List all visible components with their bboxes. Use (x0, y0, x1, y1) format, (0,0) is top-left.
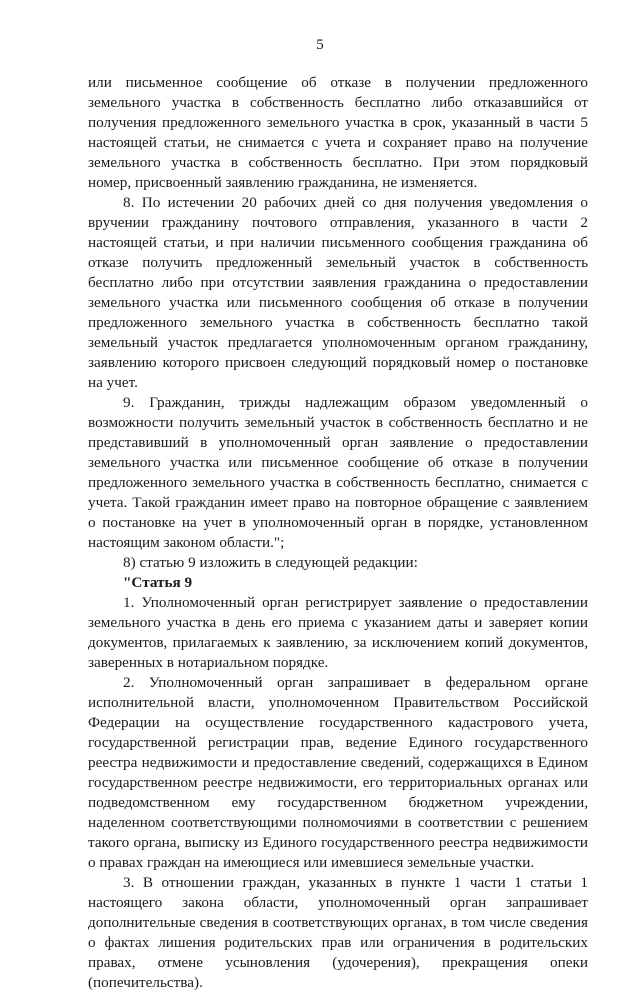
paragraph-continuation: или письменное сообщение об отказе в получении предложенного земельного участка в собственность бесплатно либо отказавшийся от получения предложенного земельного участка в срок, указанный в части 5 настоящей статьи, не снимается с учета и сохраняет право на получение земельного участка в собственность бесплатно. При этом порядковый номер, присвоенный заявлению гражданина, не изменяется. (88, 74, 588, 191)
article-9-item-1: 1. Уполномоченный орган регистрирует заявление о предоставлении земельного участка в день его приема с указанием даты и заверяет копии документов, прилагаемых к заявлению, за исключением копий документов, заверенных в нотариальном порядке. (88, 594, 588, 671)
paragraph-item-8: 8. По истечении 20 рабочих дней со дня получения уведомления о вручении гражданину почтового отправления, указанного в части 2 настоящей статьи, и при наличии письменного сообщения гражданина об отказе получить предложенный земельный участок в собственность бесплатно либо при отсутствии заявления гражданина о предоставлении земельного участка или письменного сообщения об отказе в получении предложенного земельного участка в собственность бесплатно такой земельный участок предлагается уполномоченным органом гражданину, заявлению которого присвоен следующий порядковый номер о постановке на учет. (88, 194, 588, 391)
article-9-item-3: 3. В отношении граждан, указанных в пункте 1 части 1 статьи 1 настоящего закона области, уполномоченный орган запрашивает дополнительные сведения в соответствующих органах, в том числе сведения о фактах лишения родительских прав или ограничения в родительских правах, отмене усыновления (удочерения), прекращения опеки (попечительства). (88, 874, 588, 991)
page-number: 5 (316, 37, 324, 53)
article-heading: "Статья 9 (123, 574, 193, 591)
article-9-item-2: 2. Уполномоченный орган запрашивает в федеральном органе исполнительной власти, уполномоченном Правительством Российской Федерации на осуществление государственного кадастрового учета, государственной регистрации прав, ведение Единого государственного реестра недвижимости и предоставление сведений, содержащихся в Едином государственном реестре недвижимости, его территориальных органах или подведомственном ему государственном бюджетном учреждении, наделенном соответствующими полномочиями в соответствии с решением такого органа, выписку из Единого государственного реестра недвижимости о правах граждан на имеющиеся или имевшиеся земельные участки. (88, 674, 588, 871)
paragraph-item-9: 9. Гражданин, трижды надлежащим образом уведомленный о возможности получить земельный участок в собственность бесплатно и не представивший в уполномоченный орган заявление о предоставлении земельного участка или письменное сообщение об отказе в получении предложенного земельного участка в собственность бесплатно, снимается с учета. Такой гражданин имеет право на повторное обращение с заявлением о постановке на учет в уполномоченный орган в порядке, установленном настоящим законом области."; (88, 394, 588, 551)
document-body (88, 73, 588, 993)
paragraph-amendment-8: 8) статью 9 изложить в следующей редакции: (123, 554, 418, 571)
